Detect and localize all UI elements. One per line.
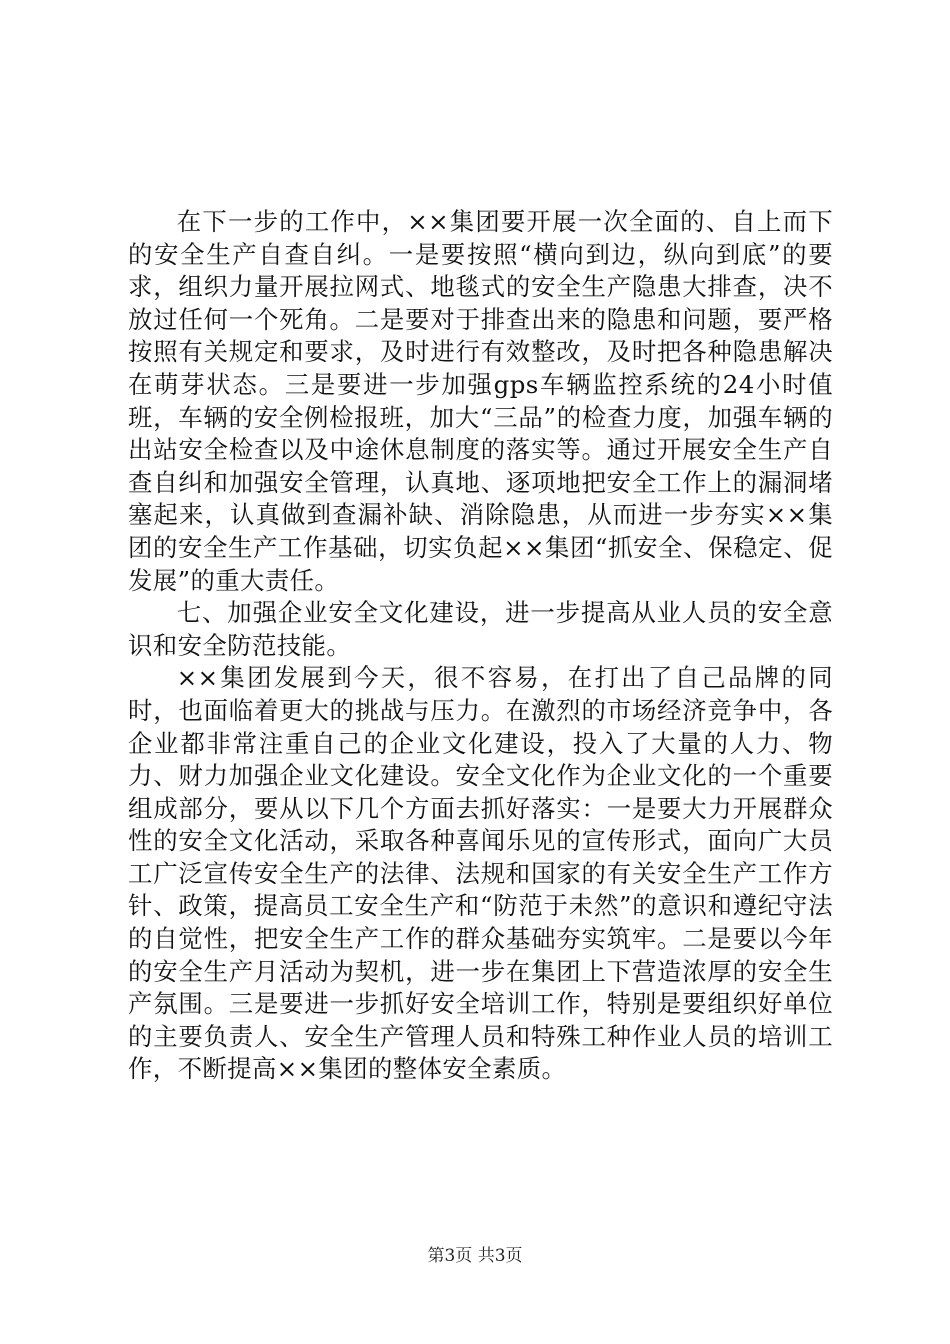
paragraph-self-inspection: 在下一步的工作中，××集团要开展一次全面的、自上而下的安全生产自查自纠。一是要按照“横向到边，纵向到底”的要求，组织力量开展拉网式、地毯式的安全生产隐患大排查，决不放过任何一个死角。二是要对于排查出来的隐患和问题，要严格按照有关规定和要求，及时进行有效整改，及时把各种隐患解决在萌芽状态。三是要进一步加强gps车辆监控系统的24小时值班，车辆的安全例检报班，加大“三品”的检查力度，加强车辆的出站安全检查以及中途休息制度的落实等。通过开展安全生产自查自纠和加强安全管理，认真地、逐项地把安全工作上的漏洞堵塞起来，认真做到查漏补缺、消除隐患，从而进一步夯实××集团的安全生产工作基础，切实负起××集团“抓安全、保稳定、促发展”的重大责任。 bbox=[128, 207, 833, 595]
document-body bbox=[128, 206, 833, 1086]
page-number-footer: 第3页 共3页 bbox=[427, 1246, 523, 1266]
section-heading-safety-culture: 七、加强企业安全文化建设，进一步提高从业人员的安全意识和安全防范技能。 bbox=[128, 598, 833, 660]
paragraph-safety-culture: ××集团发展到今天，很不容易，在打出了自己品牌的同时，也面临着更大的挑战与压力。在激烈的市场经济竞争中，各企业都非常注重自己的企业文化建设，投入了大量的人力、物力、财力加强企业文化建设。安全文化作为企业文化的一个重要组成部分，要从以下几个方面去抓好落实：一是要大力开展群众性的安全文化活动，采取各种喜闻乐见的宣传形式，面向广大员工广泛宣传安全生产的法律、法规和国家的有关安全生产工作方针、政策，提高员工安全生产和“防范于未然”的意识和遵纪守法的自觉性，把安全生产工作的群众基础夯实筑牢。二是要以今年的安全生产月活动为契机，进一步在集团上下营造浓厚的安全生产氛围。三是要进一步抓好安全培训工作，特别是要组织好单位的主要负责人、安全生产管理人员和特殊工种作业人员的培训工作，不断提高××集团的整体安全素质。 bbox=[128, 663, 833, 1084]
